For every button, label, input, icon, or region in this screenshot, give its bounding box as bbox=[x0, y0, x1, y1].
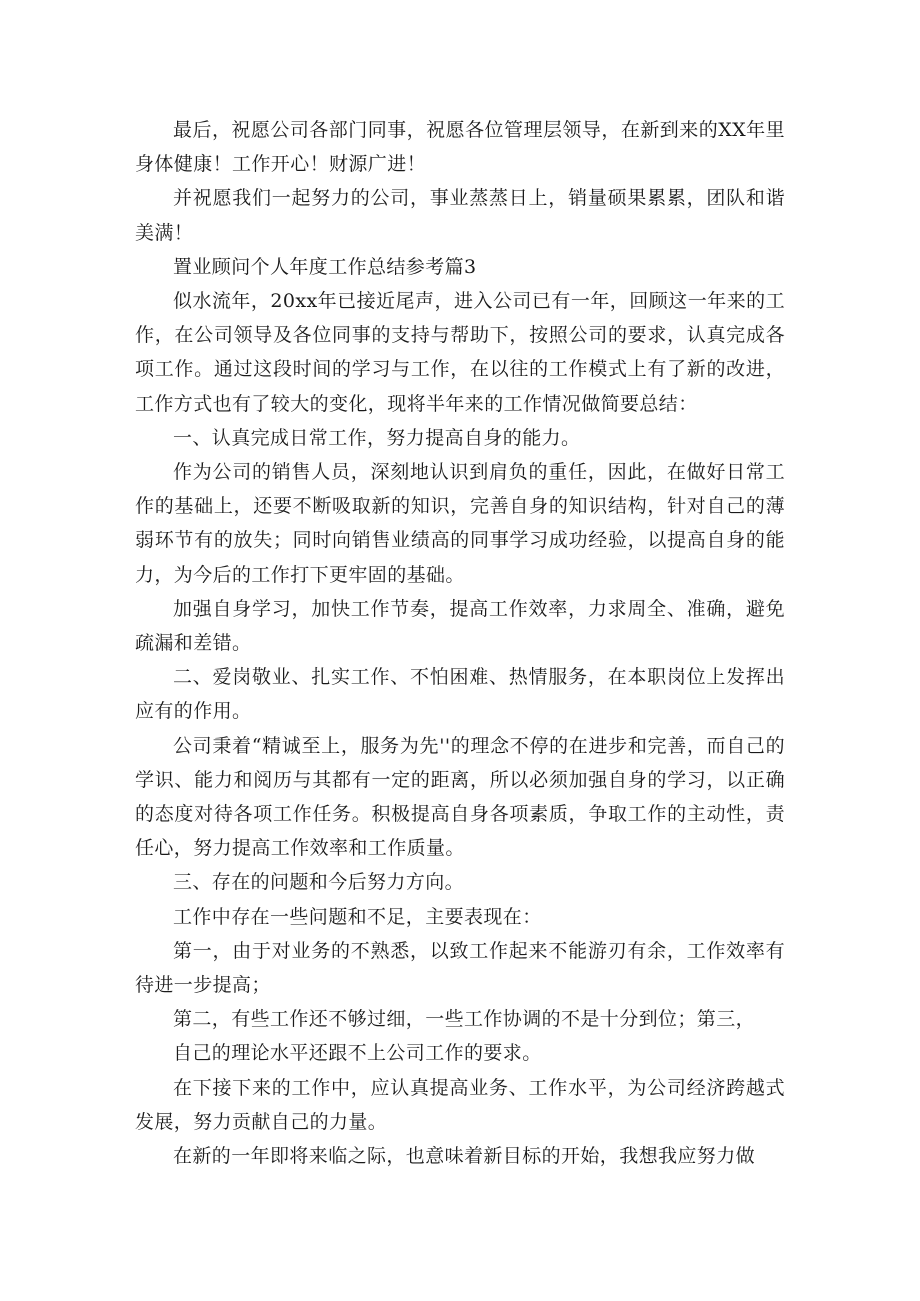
paragraph-company-wishes: 并祝愿我们一起努力的公司，事业蒸蒸日上，销量硕果累累，团队和谐美满！ bbox=[135, 187, 785, 244]
paragraph-company-philosophy: 公司秉着“精诚至上，服务为先''的理念不停的在进步和完善，而自己的学识、能力和阅历与其都有一定的距离，所以必须加强自身的学习，以正确的态度对待各项工作任务。积极提高自身各项素质，争取工作的主动性，责任心，努力提高工作效率和工作质量。 bbox=[135, 734, 785, 860]
heading-part-one: 一、认真完成日常工作，努力提高自身的能力。 bbox=[173, 426, 581, 449]
paragraph-problem-second: 第二，有些工作还不够过细，一些工作协调的不是十分到位；第三， bbox=[173, 1008, 756, 1031]
paragraph-problem-first: 第一，由于对业务的不熟悉，以致工作起来不能游刃有余，工作效率有待进一步提高； bbox=[135, 939, 785, 997]
paragraph-sales-role: 作为公司的销售人员，深刻地认识到肩负的重任，因此，在做好日常工作的基础上，还要不断吸取新的知识，完善自身的知识结构，针对自己的薄弱环节有的放失；同时向销售业绩高的同事学习成功经验，以提高自身的能力，为今后的工作打下更牢固的基础。 bbox=[135, 461, 785, 586]
heading-part-two: 二、爱岗敬业、扎实工作、不怕困难、热情服务，在本职岗位上发挥出应有的作用。 bbox=[135, 666, 785, 723]
paragraph-problem-third: 自己的理论水平还跟不上公司工作的要求。 bbox=[173, 1042, 542, 1065]
paragraph-next-steps: 在下接下来的工作中，应认真提高业务、工作水平，为公司经济跨越式发展，努力贡献自己的力量。 bbox=[135, 1076, 785, 1133]
document-body bbox=[135, 113, 785, 1173]
heading-part-three: 三、存在的问题和今后努力方向。 bbox=[173, 871, 465, 894]
paragraph-problems-intro: 工作中存在一些问题和不足，主要表现在： bbox=[173, 905, 542, 928]
paragraph-self-study: 加强自身学习，加快工作节奏，提高工作效率，力求周全、准确，避免疏漏和差错。 bbox=[135, 597, 785, 655]
section-title: 置业顾问个人年度工作总结参考篇3 bbox=[173, 255, 477, 278]
paragraph-new-year: 在新的一年即将来临之际，也意味着新目标的开始，我想我应努力做 bbox=[173, 1145, 756, 1168]
paragraph-closing-wishes: 最后，祝愿公司各部门同事，祝愿各位管理层领导，在新到来的XX年里身体健康！工作开心！财源广进！ bbox=[135, 119, 785, 176]
paragraph-intro: 似水流年，20xx年已接近尾声，进入公司已有一年，回顾这一年来的工作，在公司领导及各位同事的支持与帮助下，按照公司的要求，认真完成各项工作。通过这段时间的学习与工作，在以往的工作模式上有了新的改进，工作方式也有了较大的变化，现将半年来的工作情况做简要总结： bbox=[135, 290, 785, 415]
